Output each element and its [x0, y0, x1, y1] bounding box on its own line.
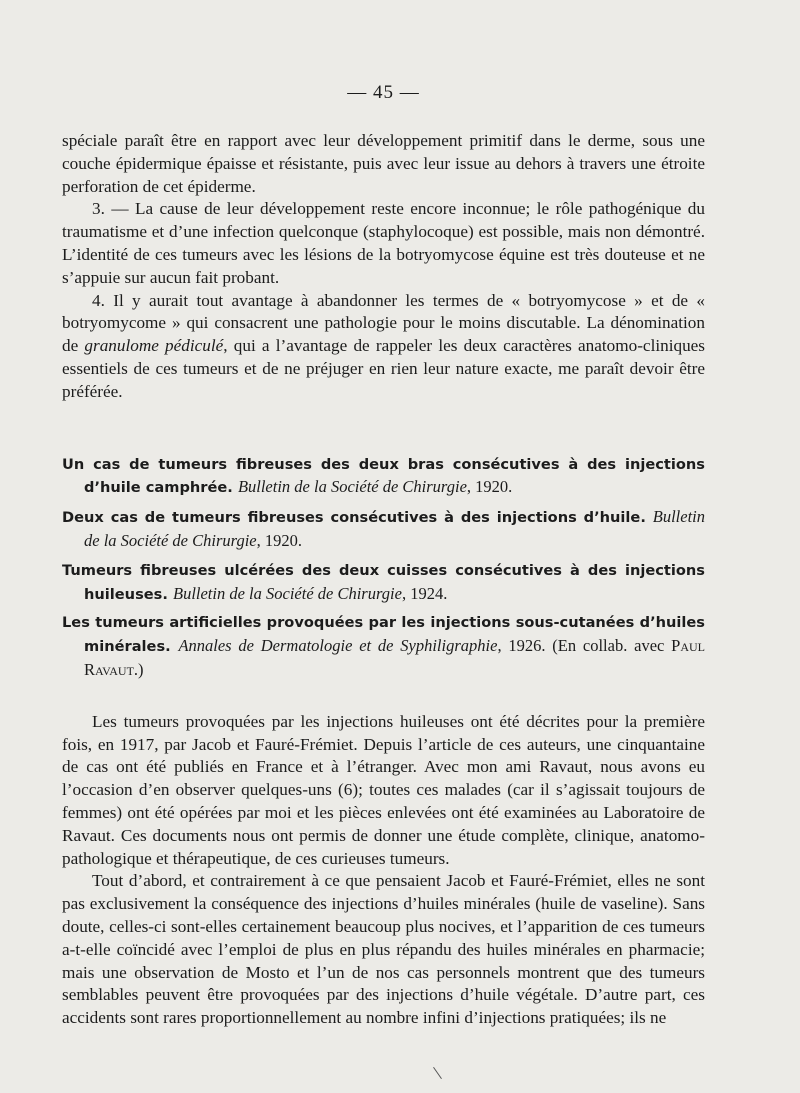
reference-source: [173, 584, 447, 603]
reference-title: Les tumeurs artificielles provoquées par les injections sous-cutanées d’huiles minérales.: [62, 614, 705, 656]
reference-item: [62, 560, 705, 607]
reference-year: , 1924.: [401, 583, 448, 603]
p3-italic-term: granulome pédiculé: [84, 336, 224, 356]
reference-year: , 1920.: [256, 530, 302, 550]
p3-text-after: , qui a l’avantage de rappeler les deux caractères anatomo-cliniques essentiels de ces tumeurs et de ne préjuger en rien leur nature exacte, me paraît devoir être préférée.: [62, 336, 705, 401]
reference-journal: Bulletin de la Société de Chirurgie: [84, 507, 705, 550]
reference-title: Un cas de tumeurs fibreuses des deux bras consécutives à des injections d’huile camphrée.: [62, 455, 705, 497]
reference-journal: Bulletin de la Société de Chirurgie: [237, 477, 467, 497]
intro-paragraph-1: spéciale paraît être en rapport avec leur développement primitif dans le derme, sous une couche épidermique épaisse et résistante, puis avec leur issue au dehors à travers une étroite perforation de cet épiderme.: [62, 131, 705, 196]
body-paragraph-2: Tout d’abord, et contrairement à ce que pensaient Jacob et Fauré-Frémiet, elles ne sont pas exclusivement la conséquence des injections d’huiles minérales (huile de vaseline). Sans doute, celles-ci sont-elles certainement beaucoup plus nocives, et l’apparition de ces tumeurs a-t-elle coïncidé avec l’emploi de plus en plus répandu des huiles minérales en pharmacie; mais une observation de Mosto et l’un de nos cas personnels montrent que des tumeurs semblables peuvent être provoquées par des injections d’huile végétale. D’autre part, ces accidents sont rares proportionnellement au nombre infini d’injections pratiquées; ils ne: [62, 871, 705, 1028]
reference-title: Tumeurs fibreuses ulcérées des deux cuisses consécutives à des injections huileuses.: [62, 561, 705, 603]
references-list: [62, 454, 705, 683]
reference-source: [238, 477, 512, 496]
body-section: [62, 711, 705, 1030]
reference-item: [62, 454, 705, 501]
reference-item: [62, 612, 705, 682]
reference-journal: Bulletin de la Société de Chirurgie: [172, 583, 402, 603]
reference-year: , 1926. (En collab. avec: [497, 636, 672, 656]
reference-title: Deux cas de tumeurs fibreuses consécutives à des injections d’huile.: [62, 509, 646, 527]
reference-item: [62, 506, 705, 554]
reference-source: [84, 636, 705, 679]
body-paragraph-1: Les tumeurs provoquées par les injections huileuses ont été décrites pour la première fois, en 1917, par Jacob et Fauré-Frémiet. Depuis l’article de ces auteurs, une cinquantaine de cas ont été publiés en France et à l’étranger. Avec mon ami Ravaut, nous avons eu l’occasion d’en observer quelques-uns (6); toutes ces malades (car il s’agissait toujours de femmes) ont été opérées par moi et les pièces enlevées ont été examinées au Laboratoire de Ravaut. Ces documents nous ont permis de donner une étude complète, clinique, anatomo-pathologique et thérapeutique, de ces curieuses tumeurs.: [62, 711, 705, 868]
p3-text-before: 4. Il y aurait tout avantage à abandonner les termes de « botryomycose » et de « botryomycome » qui consacrent une pathologie pour le moins discutable. La dénomination de: [62, 290, 705, 356]
reference-year: , 1920.: [466, 477, 513, 497]
intro-section: [62, 130, 705, 404]
intro-paragraph-3: [62, 290, 705, 404]
reference-journal: Annales de Dermatologie et de Syphiligraphie: [178, 636, 498, 656]
page-number: — 45 —: [347, 82, 420, 103]
stray-mark: [433, 1067, 442, 1079]
reference-close: .): [133, 659, 144, 679]
intro-paragraph-2: 3. — La cause de leur développement reste encore inconnue; le rôle pathogénique du traumatisme et d’une infection quelconque (staphylocoque) est possible, mais non démontré. L’identité de ces tumeurs avec les lésions de la botryomycose équine est très douteuse et ne s’appuie sur aucun fait probant.: [62, 199, 705, 287]
reference-collaborator: Paul Ravaut: [84, 636, 705, 679]
